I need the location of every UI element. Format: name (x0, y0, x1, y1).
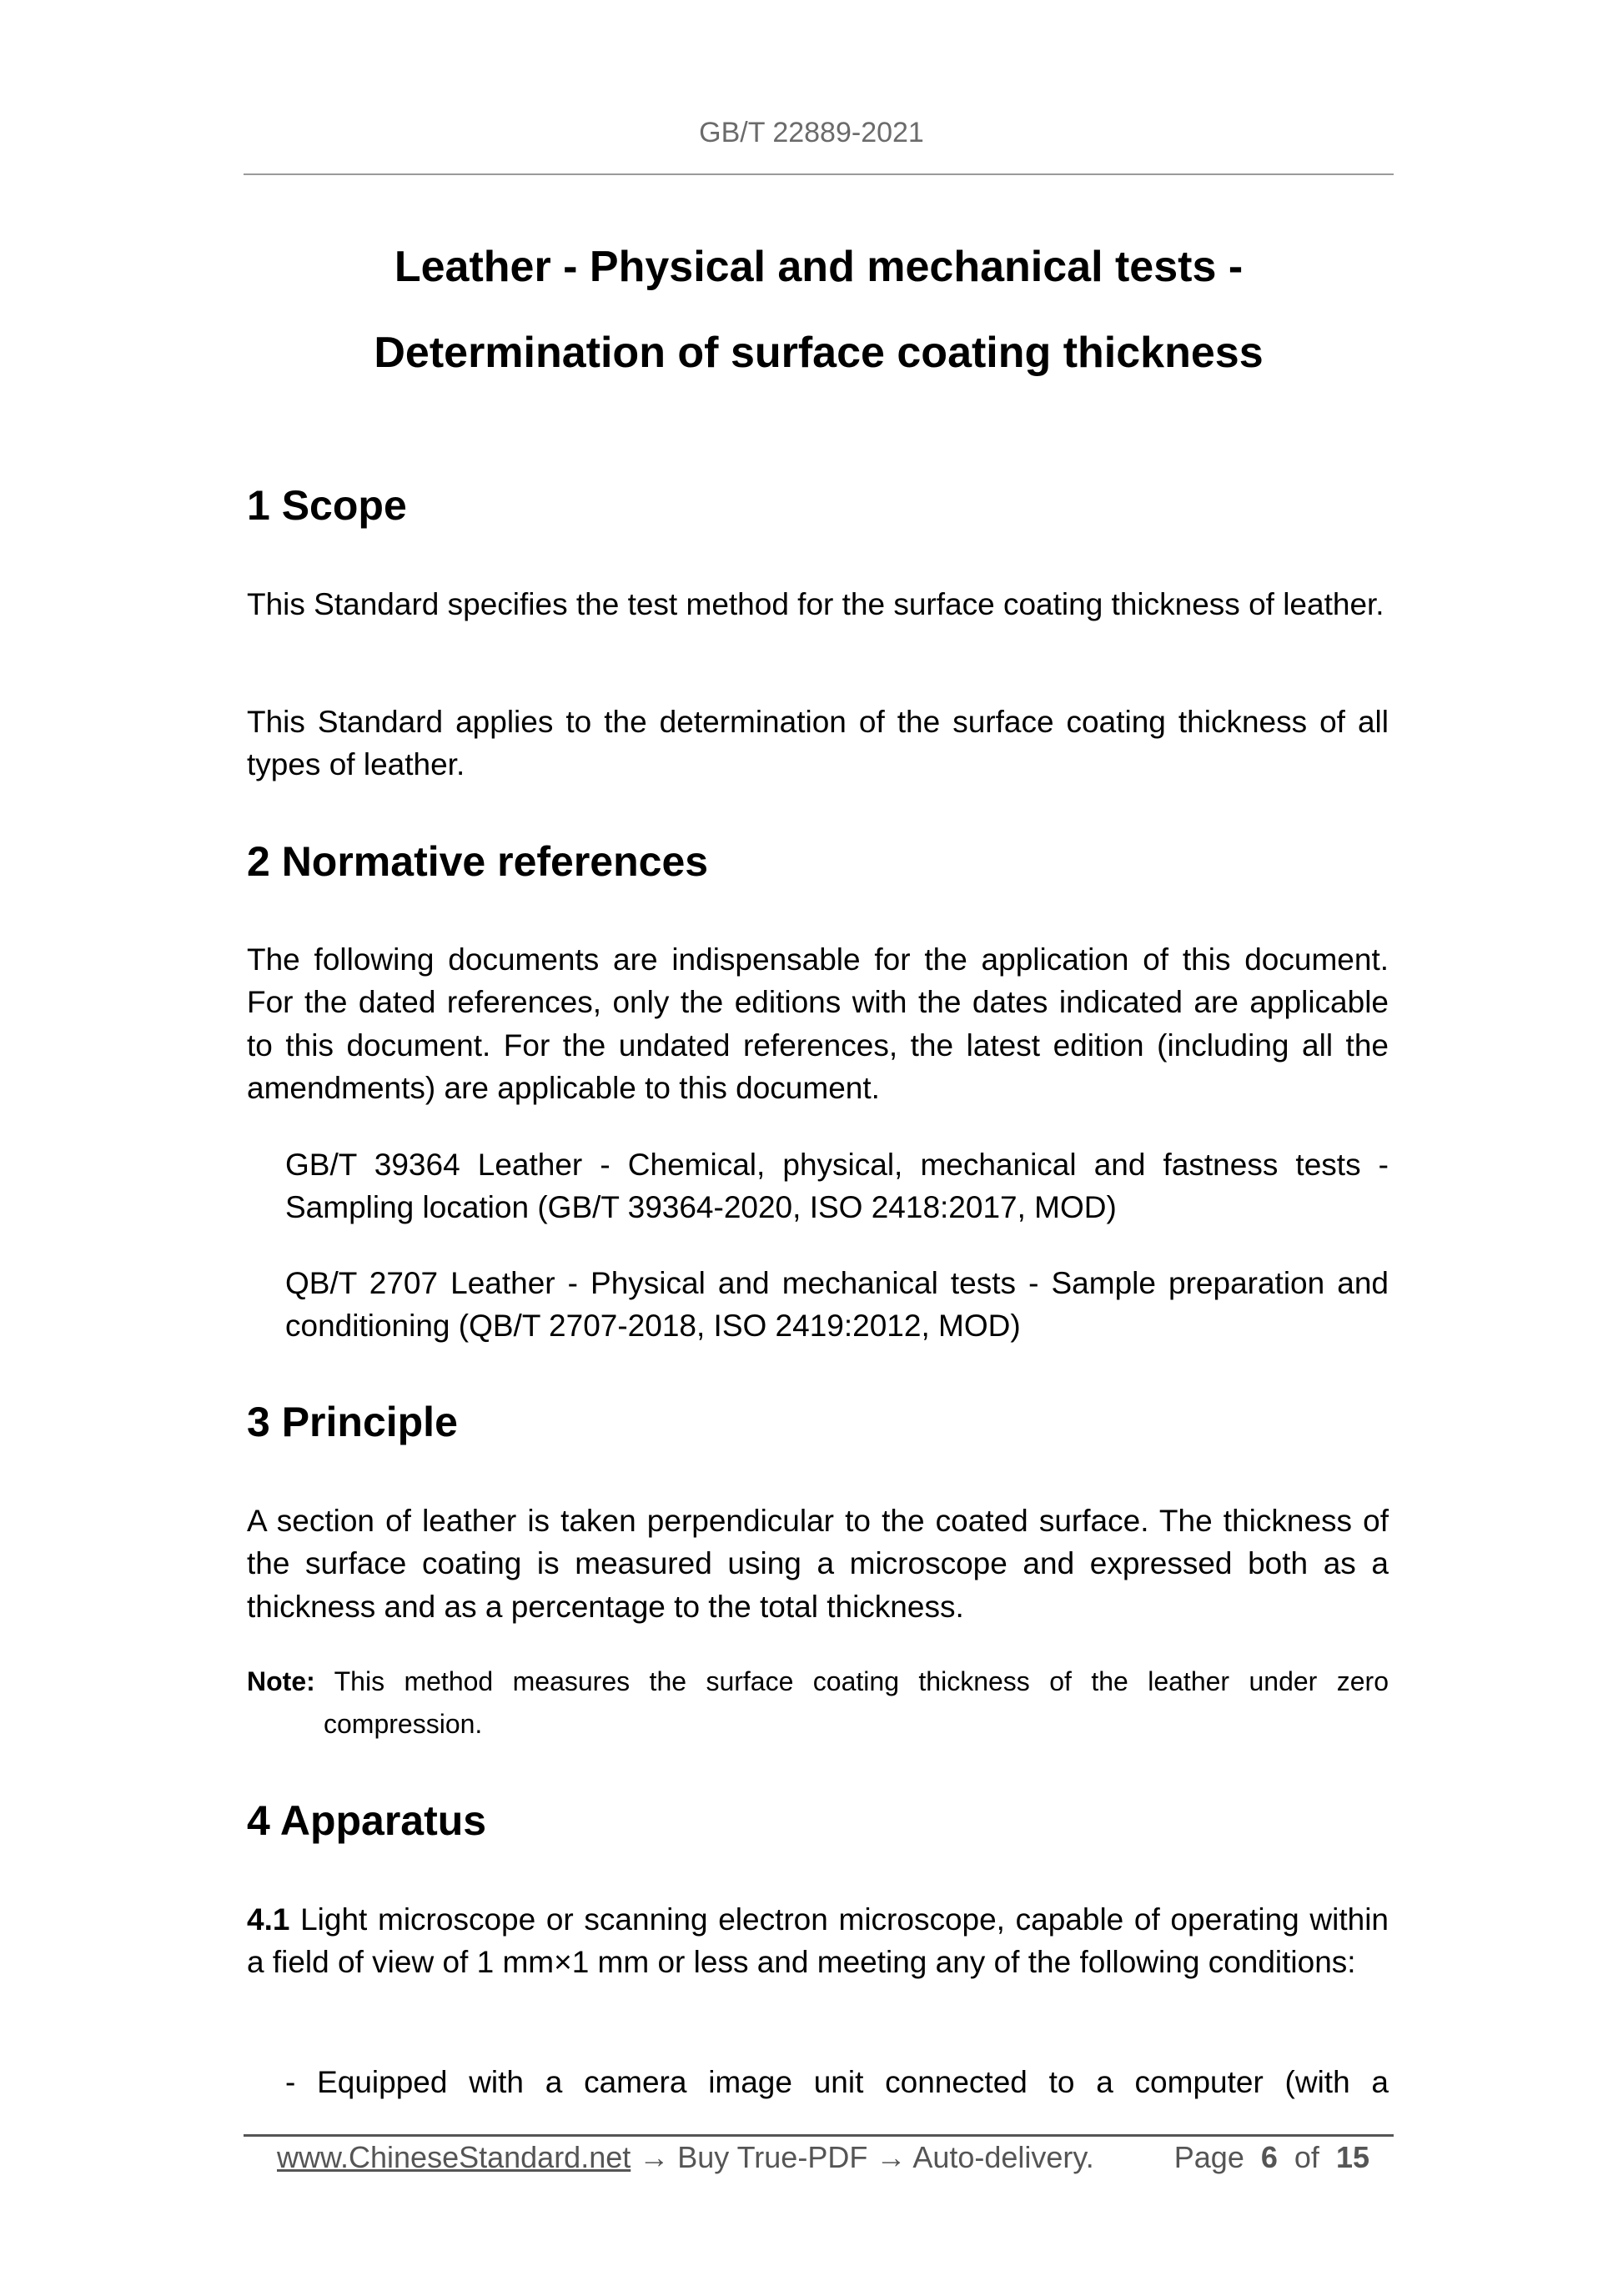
document-header: GB/T 22889-2021 (699, 117, 924, 148)
note-text-line-1: This method measures the surface coating thickness of the leather under zero (334, 1666, 1389, 1696)
clause-4-1 (247, 1898, 1389, 1984)
footer-divider (244, 2134, 1394, 2137)
note-label: Note: (247, 1666, 315, 1696)
page-total: 15 (1335, 2140, 1369, 2174)
scope-paragraph-1: This Standard specifies the test method for the surface coating thickness of leather. (247, 587, 1384, 621)
section-1-heading: 1 Scope (247, 482, 407, 529)
clause-4-1-text: Light microscope or scanning electron microscope, capable of operating within a field of view of 1 mm×1 mm or less and meeting any of the following conditions: (247, 1902, 1389, 1980)
note-text-line-2: compression. (324, 1709, 483, 1739)
reference-item-2: QB/T 2707 Leather - Physical and mechanical tests - Sample preparation and conditioning (QB/T 2707-2018, ISO 2419:2012, MOD) (285, 1266, 1389, 1344)
reference-item-1: GB/T 39364 Leather - Chemical, physical, mechanical and fastness tests - Sampling location (GB/T 39364-2020, ISO 2418:2017, MOD) (285, 1148, 1389, 1225)
website-link[interactable]: www.ChineseStandard.net (277, 2140, 631, 2174)
title-line-1: Leather - Physical and mechanical tests - (394, 243, 1244, 291)
footer (277, 2140, 1369, 2175)
footer-text: → Buy True-PDF → Auto-delivery. (631, 2140, 1094, 2174)
section-3-heading: 3 Principle (247, 1399, 458, 1445)
page-of: of (1294, 2140, 1319, 2174)
scope-paragraph-2: This Standard applies to the determination of the surface coating thickness of all types of leather. (247, 705, 1389, 782)
page-indicator (1174, 2140, 1369, 2175)
header-divider (244, 173, 1394, 175)
title-line-2: Determination of surface coating thickness (374, 329, 1264, 377)
section-4-heading: 4 Apparatus (247, 1797, 487, 1844)
clause-number: 4.1 (247, 1902, 290, 1937)
note (247, 1660, 1389, 1746)
normative-paragraph: The following documents are indispensable for the application of this document. For the dated references, only the editions with the dates indicated are applicable to this document. For the undated references, the latest edition (including all the amendments) are applicable to this document. (247, 942, 1389, 1105)
section-2-heading: 2 Normative references (247, 838, 709, 885)
principle-paragraph: A section of leather is taken perpendicular to the coated surface. The thickness of the surface coating is measured using a microscope and expressed both as a thickness and as a percentage to the total thickness. (247, 1504, 1389, 1624)
page-number: 6 (1260, 2140, 1278, 2174)
list-item: - Equipped with a camera image unit connected to a computer (with a (285, 2065, 1389, 2099)
page-label: Page (1173, 2140, 1244, 2174)
